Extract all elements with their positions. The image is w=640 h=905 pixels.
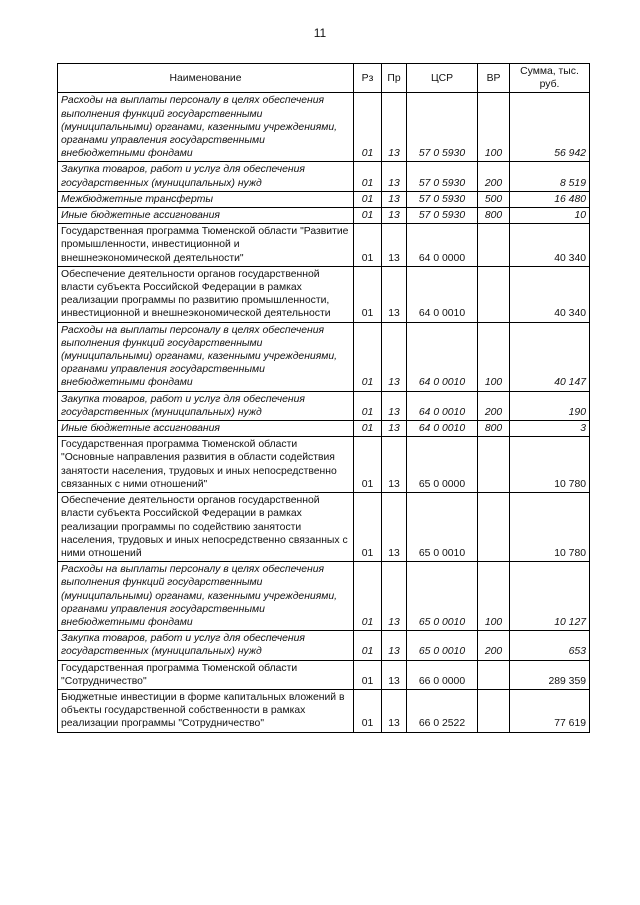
header-sum: Сумма, тыс. руб. (510, 64, 590, 93)
row-name: Закупка товаров, работ и услуг для обеспечения государственных (муниципальных) нужд (58, 631, 354, 660)
row-csr: 64 0 0010 (407, 421, 478, 437)
row-name: Иные бюджетные ассигнования (58, 208, 354, 224)
row-vr: 200 (478, 391, 510, 420)
row-rz: 01 (354, 437, 382, 493)
row-pr: 13 (382, 689, 407, 732)
row-name: Государственная программа Тюменской области "Сотрудничество" (58, 660, 354, 689)
row-vr: 100 (478, 562, 510, 631)
row-pr: 13 (382, 562, 407, 631)
table-row (58, 391, 590, 420)
row-sum: 10 127 (510, 562, 590, 631)
row-vr (478, 224, 510, 267)
row-vr: 100 (478, 322, 510, 391)
row-name: Иные бюджетные ассигнования (58, 421, 354, 437)
row-sum: 653 (510, 631, 590, 660)
row-vr: 200 (478, 631, 510, 660)
row-csr: 64 0 0010 (407, 391, 478, 420)
row-csr: 66 0 2522 (407, 689, 478, 732)
header-rz: Рз (354, 64, 382, 93)
page-number: 11 (313, 26, 327, 40)
row-csr: 66 0 0000 (407, 660, 478, 689)
row-sum: 40 147 (510, 322, 590, 391)
row-rz: 01 (354, 191, 382, 207)
table-row (58, 266, 590, 322)
table-row (58, 162, 590, 191)
row-pr: 13 (382, 437, 407, 493)
row-pr: 13 (382, 191, 407, 207)
row-csr: 65 0 0010 (407, 562, 478, 631)
row-sum: 56 942 (510, 93, 590, 162)
table-row (58, 191, 590, 207)
row-pr: 13 (382, 493, 407, 562)
table-header-row (58, 64, 590, 93)
row-name: Расходы на выплаты персоналу в целях обеспечения выполнения функций государственными (муниципальными) органами, казенными учреждениями, органами управления государственными внебюджетными фондами (58, 562, 354, 631)
table-row (58, 437, 590, 493)
row-csr: 57 0 5930 (407, 162, 478, 191)
table-row (58, 660, 590, 689)
row-sum: 10 780 (510, 437, 590, 493)
row-csr: 65 0 0000 (407, 437, 478, 493)
table-row (58, 631, 590, 660)
table-row (58, 562, 590, 631)
table-row (58, 421, 590, 437)
row-rz: 01 (354, 421, 382, 437)
row-sum: 40 340 (510, 224, 590, 267)
table-row (58, 208, 590, 224)
table-row (58, 322, 590, 391)
row-vr (478, 493, 510, 562)
row-name: Межбюджетные трансферты (58, 191, 354, 207)
row-sum: 77 619 (510, 689, 590, 732)
row-pr: 13 (382, 208, 407, 224)
row-rz: 01 (354, 391, 382, 420)
budget-table (57, 63, 590, 733)
row-vr (478, 660, 510, 689)
row-name: Закупка товаров, работ и услуг для обеспечения государственных (муниципальных) нужд (58, 162, 354, 191)
table-row (58, 689, 590, 732)
row-csr: 57 0 5930 (407, 191, 478, 207)
row-rz: 01 (354, 208, 382, 224)
row-sum: 16 480 (510, 191, 590, 207)
header-csr: ЦСР (407, 64, 478, 93)
row-rz: 01 (354, 224, 382, 267)
row-sum: 3 (510, 421, 590, 437)
row-sum: 8 519 (510, 162, 590, 191)
row-name: Государственная программа Тюменской области "Основные направления развития в области содействия занятости населения, трудовых и иных непосредственно связанных с ними отношений" (58, 437, 354, 493)
row-csr: 64 0 0000 (407, 224, 478, 267)
row-pr: 13 (382, 162, 407, 191)
row-vr: 500 (478, 191, 510, 207)
row-sum: 190 (510, 391, 590, 420)
row-name: Расходы на выплаты персоналу в целях обеспечения выполнения функций государственными (муниципальными) органами, казенными учреждениями, органами управления государственными внебюджетными фондами (58, 322, 354, 391)
row-name: Закупка товаров, работ и услуг для обеспечения государственных (муниципальных) нужд (58, 391, 354, 420)
row-csr: 57 0 5930 (407, 93, 478, 162)
row-vr (478, 266, 510, 322)
row-pr: 13 (382, 631, 407, 660)
row-rz: 01 (354, 631, 382, 660)
row-rz: 01 (354, 266, 382, 322)
row-pr: 13 (382, 224, 407, 267)
row-rz: 01 (354, 322, 382, 391)
row-rz: 01 (354, 660, 382, 689)
row-pr: 13 (382, 93, 407, 162)
header-pr: Пр (382, 64, 407, 93)
row-sum: 10 780 (510, 493, 590, 562)
row-csr: 64 0 0010 (407, 322, 478, 391)
row-sum: 10 (510, 208, 590, 224)
row-pr: 13 (382, 322, 407, 391)
table-row (58, 93, 590, 162)
row-pr: 13 (382, 421, 407, 437)
header-vr: ВР (478, 64, 510, 93)
row-vr (478, 437, 510, 493)
row-sum: 40 340 (510, 266, 590, 322)
row-name: Обеспечение деятельности органов государственной власти субъекта Российской Федерации в рамках реализации программы по содействию занятости населения, трудовых и иных непосредственно связанных с ними отношений (58, 493, 354, 562)
row-rz: 01 (354, 93, 382, 162)
row-pr: 13 (382, 391, 407, 420)
row-pr: 13 (382, 660, 407, 689)
row-rz: 01 (354, 493, 382, 562)
row-sum: 289 359 (510, 660, 590, 689)
row-rz: 01 (354, 162, 382, 191)
table-row (58, 493, 590, 562)
row-vr: 100 (478, 93, 510, 162)
row-csr: 57 0 5930 (407, 208, 478, 224)
row-csr: 64 0 0010 (407, 266, 478, 322)
row-vr: 200 (478, 162, 510, 191)
row-pr: 13 (382, 266, 407, 322)
row-csr: 65 0 0010 (407, 631, 478, 660)
row-name: Государственная программа Тюменской области "Развитие промышленности, инвестиционной и внешнеэкономической деятельности" (58, 224, 354, 267)
row-vr (478, 689, 510, 732)
table-row (58, 224, 590, 267)
row-name: Бюджетные инвестиции в форме капитальных вложений в объекты государственной собственности в рамках реализации программы "Сотрудничество" (58, 689, 354, 732)
row-vr: 800 (478, 208, 510, 224)
row-rz: 01 (354, 562, 382, 631)
row-name: Обеспечение деятельности органов государственной власти субъекта Российской Федерации в рамках реализации программы по развитию промышленности, инвестиционной и внешнеэкономической деятельности (58, 266, 354, 322)
header-name: Наименование (58, 64, 354, 93)
row-vr: 800 (478, 421, 510, 437)
row-rz: 01 (354, 689, 382, 732)
row-csr: 65 0 0010 (407, 493, 478, 562)
row-name: Расходы на выплаты персоналу в целях обеспечения выполнения функций государственными (муниципальными) органами, казенными учреждениями, органами управления государственными внебюджетными фондами (58, 93, 354, 162)
